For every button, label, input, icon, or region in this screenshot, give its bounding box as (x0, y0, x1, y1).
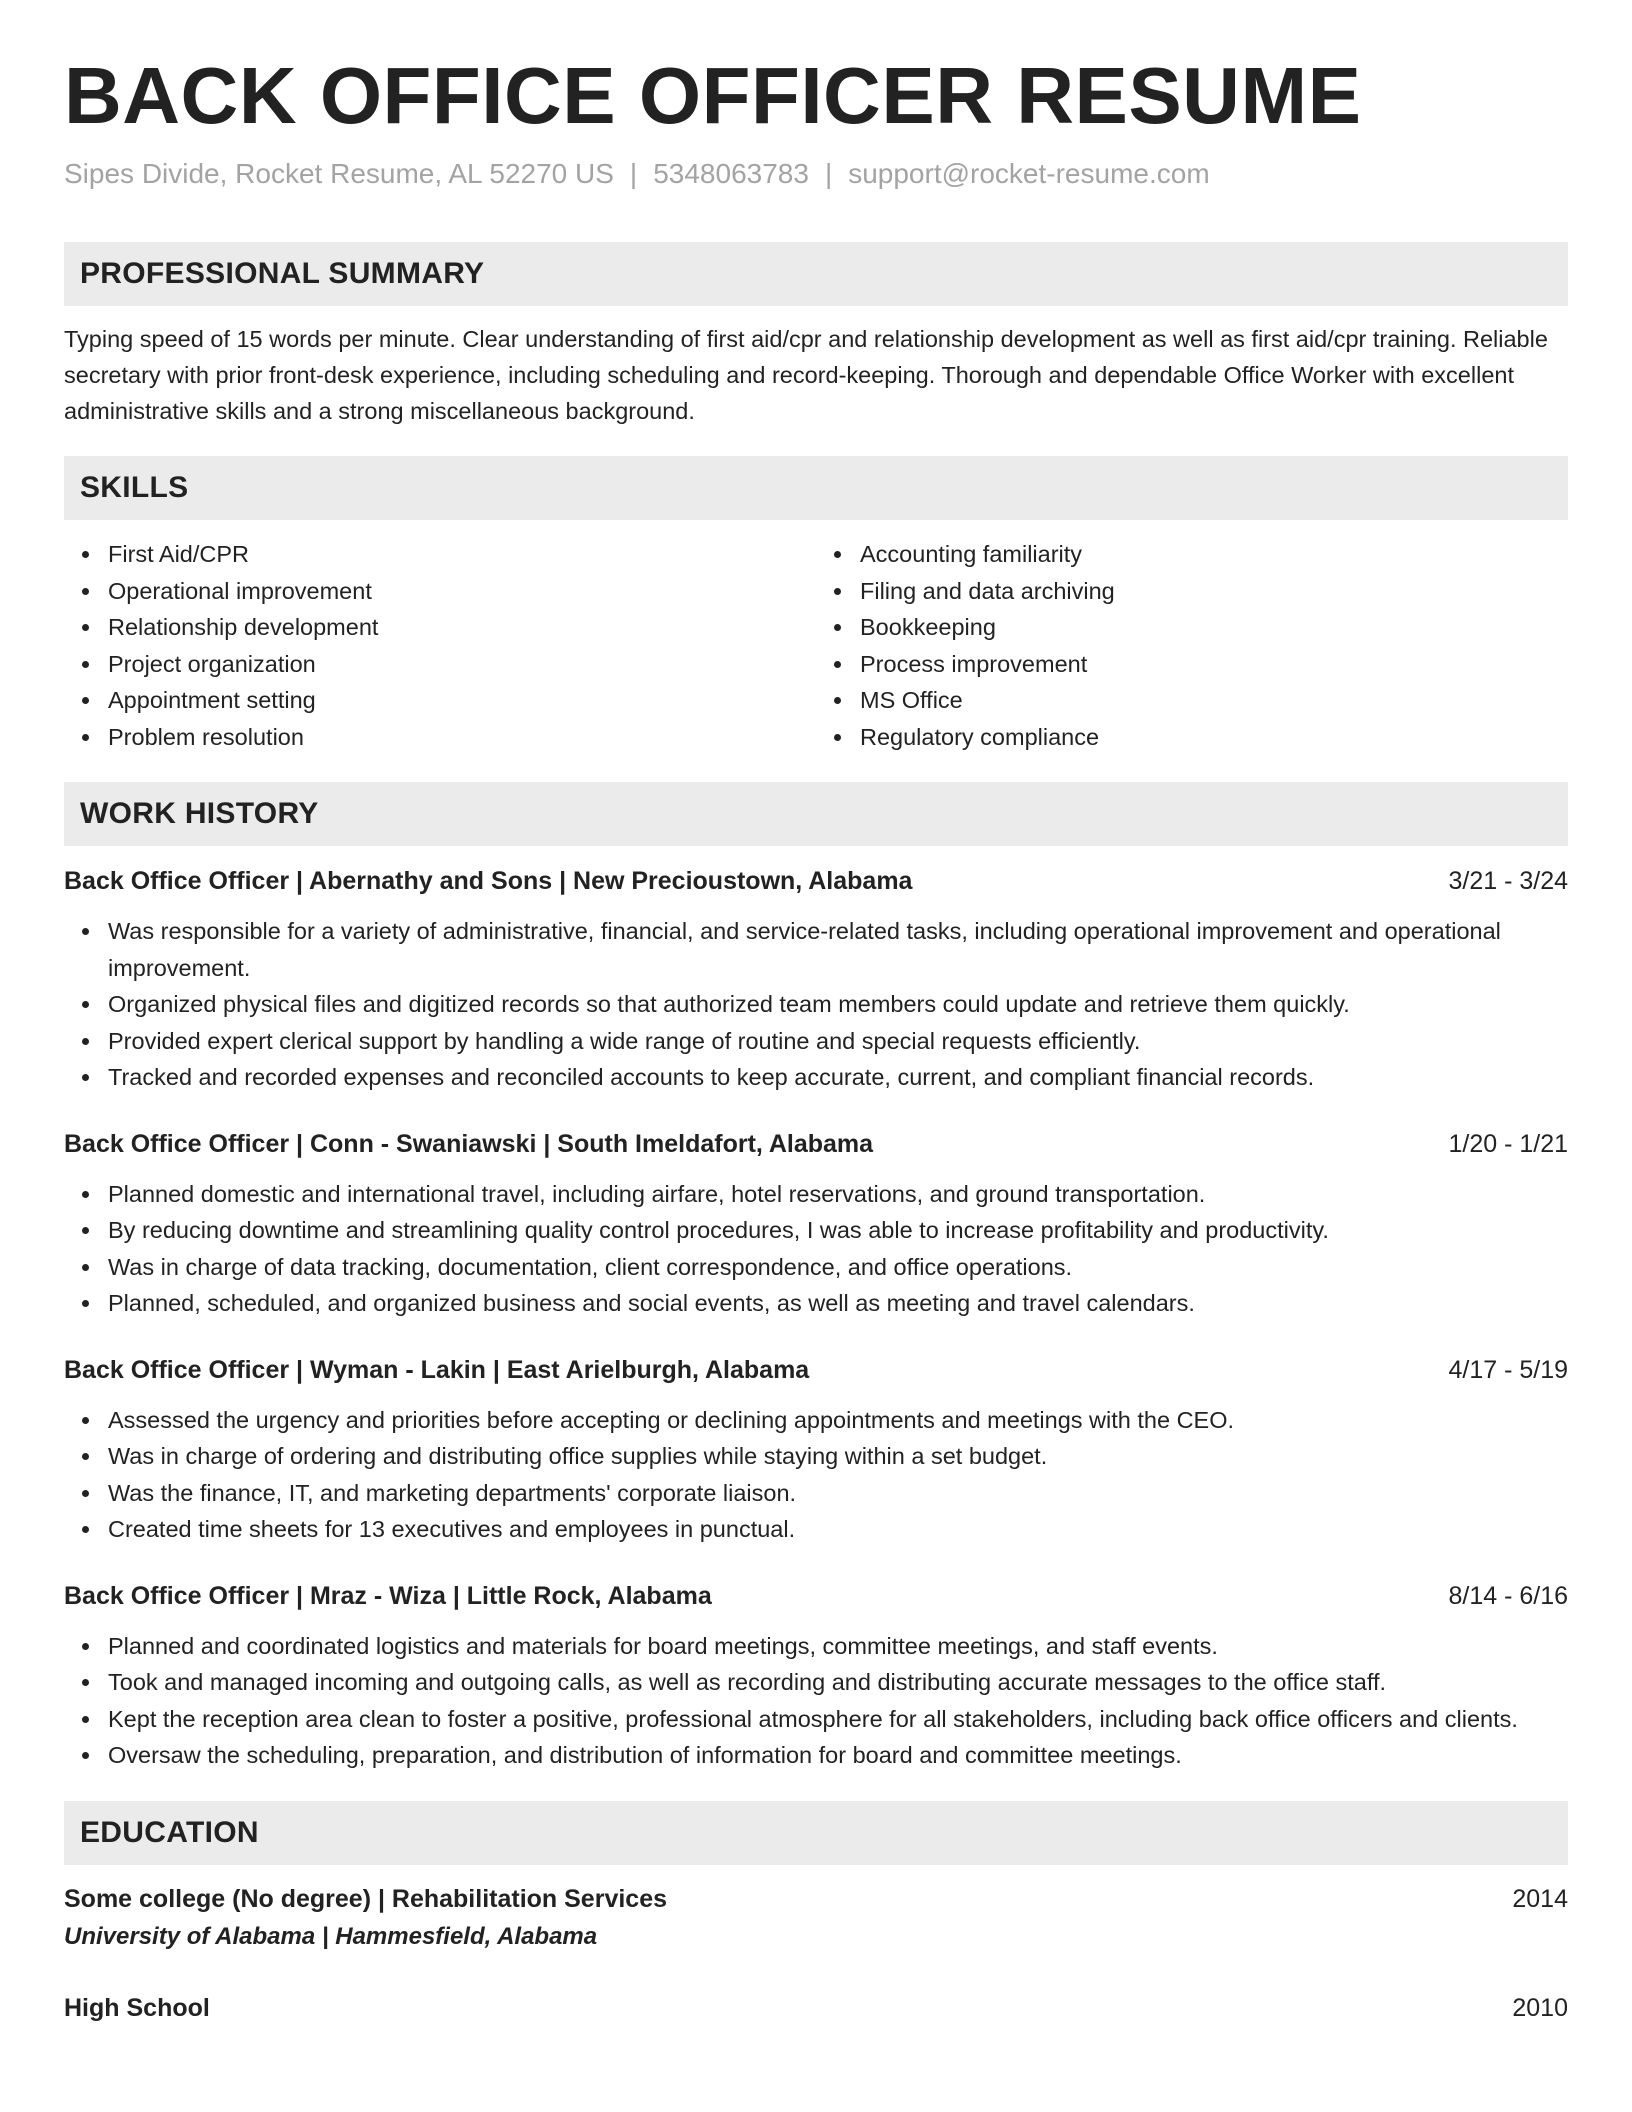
job-bullet: Was responsible for a variety of administrative, financial, and service-related tasks, including operational improvement and operational improvement. (108, 913, 1568, 986)
job-dates: 4/17 - 5/19 (1448, 1355, 1568, 1384)
skill-item: Bookkeeping (860, 609, 1568, 646)
job-bullet: Assessed the urgency and priorities before accepting or declining appointments and meetings with the CEO. (108, 1402, 1568, 1439)
job-header (64, 863, 1568, 899)
job-title: Back Office Officer | Abernathy and Sons | New Precioustown, Alabama (64, 867, 913, 895)
education-title: Some college (No degree) | Rehabilitation Services (64, 1884, 668, 1913)
contact-email: support@rocket-resume.com (848, 158, 1210, 189)
summary-text: Typing speed of 15 words per minute. Clear understanding of first aid/cpr and relationship development as well as first aid/cpr training. Reliable secretary with prior front-desk experience, including scheduling and record-keeping. Thorough and dependable Office Worker with excellent administrative skills and a strong miscellaneous background. (64, 326, 1548, 424)
skill-item: MS Office (860, 682, 1568, 719)
skills-heading: SKILLS (64, 456, 1568, 520)
contact-address: Sipes Divide, Rocket Resume, AL 52270 US (64, 158, 614, 189)
skill-item: Process improvement (860, 646, 1568, 683)
job-title: Back Office Officer | Wyman - Lakin | East Arielburgh, Alabama (64, 1355, 810, 1384)
education-entry (64, 1989, 1568, 2027)
job-bullet: Planned domestic and international travel, including airfare, hotel reservations, and ground transportation. (108, 1176, 1568, 1213)
skill-item: Filing and data archiving (860, 573, 1568, 610)
job-bullet: Took and managed incoming and outgoing calls, as well as recording and distributing accurate messages to the office staff. (108, 1664, 1568, 1701)
job-dates: 1/20 - 1/21 (1448, 1129, 1568, 1158)
job-bullets (64, 1402, 1568, 1548)
job-bullet: Tracked and recorded expenses and reconciled accounts to keep accurate, current, and compliant financial records. (108, 1059, 1568, 1096)
resume-page (64, 52, 1568, 2027)
contact-phone: 5348063783 (653, 158, 809, 189)
job-bullets (64, 1628, 1568, 1774)
skill-item: Project organization (108, 646, 816, 683)
job-entry (64, 1126, 1568, 1322)
job-bullet: Planned and coordinated logistics and materials for board meetings, committee meetings, and staff events. (108, 1628, 1568, 1665)
skill-item: Operational improvement (108, 573, 816, 610)
job-title: Back Office Officer | Mraz - Wiza | Little Rock, Alabama (64, 1581, 712, 1610)
job-entry (64, 1352, 1568, 1548)
education-year: 2010 (1512, 1993, 1568, 2022)
job-bullet: Oversaw the scheduling, preparation, and distribution of information for board and committee meetings. (108, 1737, 1568, 1774)
education-school: University of Alabama | Hammesfield, Alabama (64, 1922, 598, 1950)
job-bullet: Planned, scheduled, and organized business and social events, as well as meeting and travel calendars. (108, 1285, 1568, 1322)
job-bullets (64, 913, 1568, 1096)
summary-heading: PROFESSIONAL SUMMARY (64, 242, 1568, 306)
skill-item: Regulatory compliance (860, 719, 1568, 756)
education-title: High School (64, 1993, 210, 2022)
job-bullet: Was the finance, IT, and marketing departments' corporate liaison. (108, 1475, 1568, 1512)
contact-line (64, 158, 1568, 190)
job-bullet: Provided expert clerical support by handling a wide range of routine and special requests efficiently. (108, 1023, 1568, 1060)
job-entry (64, 863, 1568, 1096)
job-dates: 8/14 - 6/16 (1448, 1581, 1568, 1610)
job-entry (64, 1578, 1568, 1774)
education-header (64, 1989, 1568, 2027)
skill-item: First Aid/CPR (108, 536, 816, 573)
job-bullet: Was in charge of ordering and distributing office supplies while staying within a set budget. (108, 1438, 1568, 1475)
contact-separator: | (629, 158, 638, 189)
skill-item: Relationship development (108, 609, 816, 646)
education-heading: EDUCATION (64, 1801, 1568, 1865)
skill-item: Appointment setting (108, 682, 816, 719)
job-bullet: Kept the reception area clean to foster a positive, professional atmosphere for all stakeholders, including back office officers and clients. (108, 1701, 1568, 1738)
skills-column-left (64, 536, 816, 755)
job-header (64, 1578, 1568, 1614)
job-bullet: Created time sheets for 13 executives and employees in punctual. (108, 1511, 1568, 1548)
job-dates: 3/21 - 3/24 (1448, 867, 1568, 895)
education-header (64, 1880, 1568, 1918)
job-header (64, 1126, 1568, 1162)
education-year: 2014 (1512, 1884, 1568, 1913)
skill-item: Accounting familiarity (860, 536, 1568, 573)
job-bullet: Organized physical files and digitized records so that authorized team members could update and retrieve them quickly. (108, 986, 1568, 1023)
job-bullet: Was in charge of data tracking, documentation, client correspondence, and office operations. (108, 1249, 1568, 1286)
job-title: Back Office Officer | Conn - Swaniawski | South Imeldafort, Alabama (64, 1129, 874, 1158)
resume-title: BACK OFFICE OFFICER RESUME (64, 51, 1362, 140)
contact-separator: | (824, 158, 833, 189)
education-entry (64, 1880, 1568, 1956)
job-bullets (64, 1176, 1568, 1322)
skills-column-right (816, 536, 1568, 755)
job-header (64, 1352, 1568, 1388)
skills-list (64, 536, 1568, 755)
skill-item: Problem resolution (108, 719, 816, 756)
job-bullet: By reducing downtime and streamlining quality control procedures, I was able to increase profitability and productivity. (108, 1212, 1568, 1249)
work-history-heading: WORK HISTORY (64, 782, 1568, 846)
